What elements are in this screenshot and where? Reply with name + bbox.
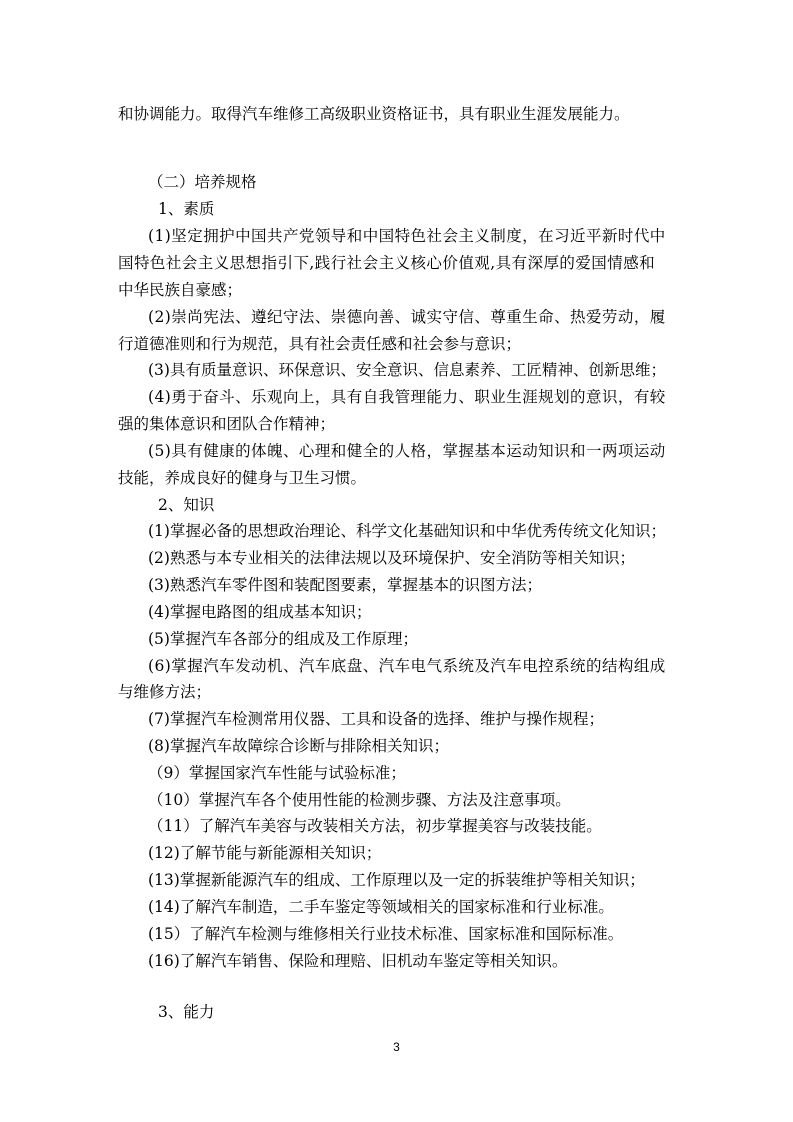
list-item: (12)了解节能与新能源相关知识； — [148, 844, 382, 862]
list-item: (6)掌握汽车发动机、汽车底盘、汽车电气系统及汽车电控系统的结构组成 — [148, 657, 666, 675]
paragraph-line: (3)具有质量意识、环保意识、安全意识、信息素养、工匠精神、创新思维； — [148, 361, 666, 379]
list-item: (3)熟悉汽车零件图和装配图要素，掌握基本的识图方法； — [148, 576, 542, 594]
list-item: （9）掌握国家汽车性能与试验标准； — [148, 764, 406, 782]
paragraph-line: (4)勇于奋斗、乐观向上，具有自我管理能力、职业生涯规划的意识，有较 — [148, 388, 666, 406]
list-item: (8)掌握汽车故障综合诊断与排除相关知识； — [148, 737, 449, 755]
list-item: (15）了解汽车检测与维修相关行业技术标准、国家标准和国际标准。 — [148, 925, 624, 943]
list-item: (2)熟悉与本专业相关的法律法规以及环境保护、安全消防等相关知识； — [148, 549, 635, 567]
list-item: （10）掌握汽车各个使用性能的检测步骤、方法及注意事项。 — [148, 791, 571, 809]
list-item: (16)了解汽车销售、保险和理赔、旧机动车鉴定等相关知识。 — [148, 952, 568, 970]
list-item: (7)掌握汽车检测常用仪器、工具和设备的选择、维护与操作规程； — [148, 710, 604, 728]
subsection-heading: 2、知识 — [158, 496, 215, 514]
paragraph-line: 国特色社会主义思想指引下,践行社会主义核心价值观,具有深厚的爱国情感和 — [118, 254, 656, 272]
paragraph-line: (5)具有健康的体魄、心理和健全的人格，掌握基本运动知识和一两项运动 — [148, 442, 666, 460]
list-item: (4)掌握电路图的组成基本知识； — [148, 603, 372, 621]
list-item: (14)了解汽车制造，二手车鉴定等领域相关的国家标准和行业标准。 — [148, 898, 614, 916]
list-item: (1)掌握必备的思想政治理论、科学文化基础知识和中华优秀传统文化知识； — [148, 522, 666, 540]
list-item: （11）了解汽车美容与改装相关方法，初步掌握美容与改装技能。 — [148, 817, 602, 835]
paragraph-line: 技能，养成良好的健身与卫生习惯。 — [118, 469, 367, 487]
subsection-heading: 1、素质 — [158, 200, 215, 218]
list-item: (5)掌握汽车各部分的组成及工作原理； — [148, 630, 418, 648]
paragraph-line: 和协调能力。取得汽车维修工高级职业资格证书，具有职业生涯发展能力。 — [118, 105, 630, 123]
paragraph-line: (1)坚定拥护中国共产党领导和中国特色社会主义制度，在习近平新时代中 — [148, 227, 666, 245]
paragraph-line: 强的集体意识和团队合作精神； — [118, 415, 336, 433]
subsection-heading: 3、能力 — [158, 1003, 215, 1021]
list-item: (13)掌握新能源汽车的组成、工作原理以及一定的拆装维护等相关知识； — [148, 871, 645, 889]
paragraph-line: 中华民族自豪感； — [118, 281, 243, 299]
paragraph-line: 行道德准则和行为规范，具有社会责任感和社会参与意识； — [118, 335, 522, 353]
paragraph-line: (2)崇尚宪法、遵纪守法、崇德向善、诚实守信、尊重生命、热爱劳动，履 — [148, 308, 666, 326]
list-item: 与维修方法； — [118, 683, 212, 701]
page-number: 3 — [393, 1040, 400, 1054]
section-heading: （二）培养规格 — [148, 173, 257, 191]
